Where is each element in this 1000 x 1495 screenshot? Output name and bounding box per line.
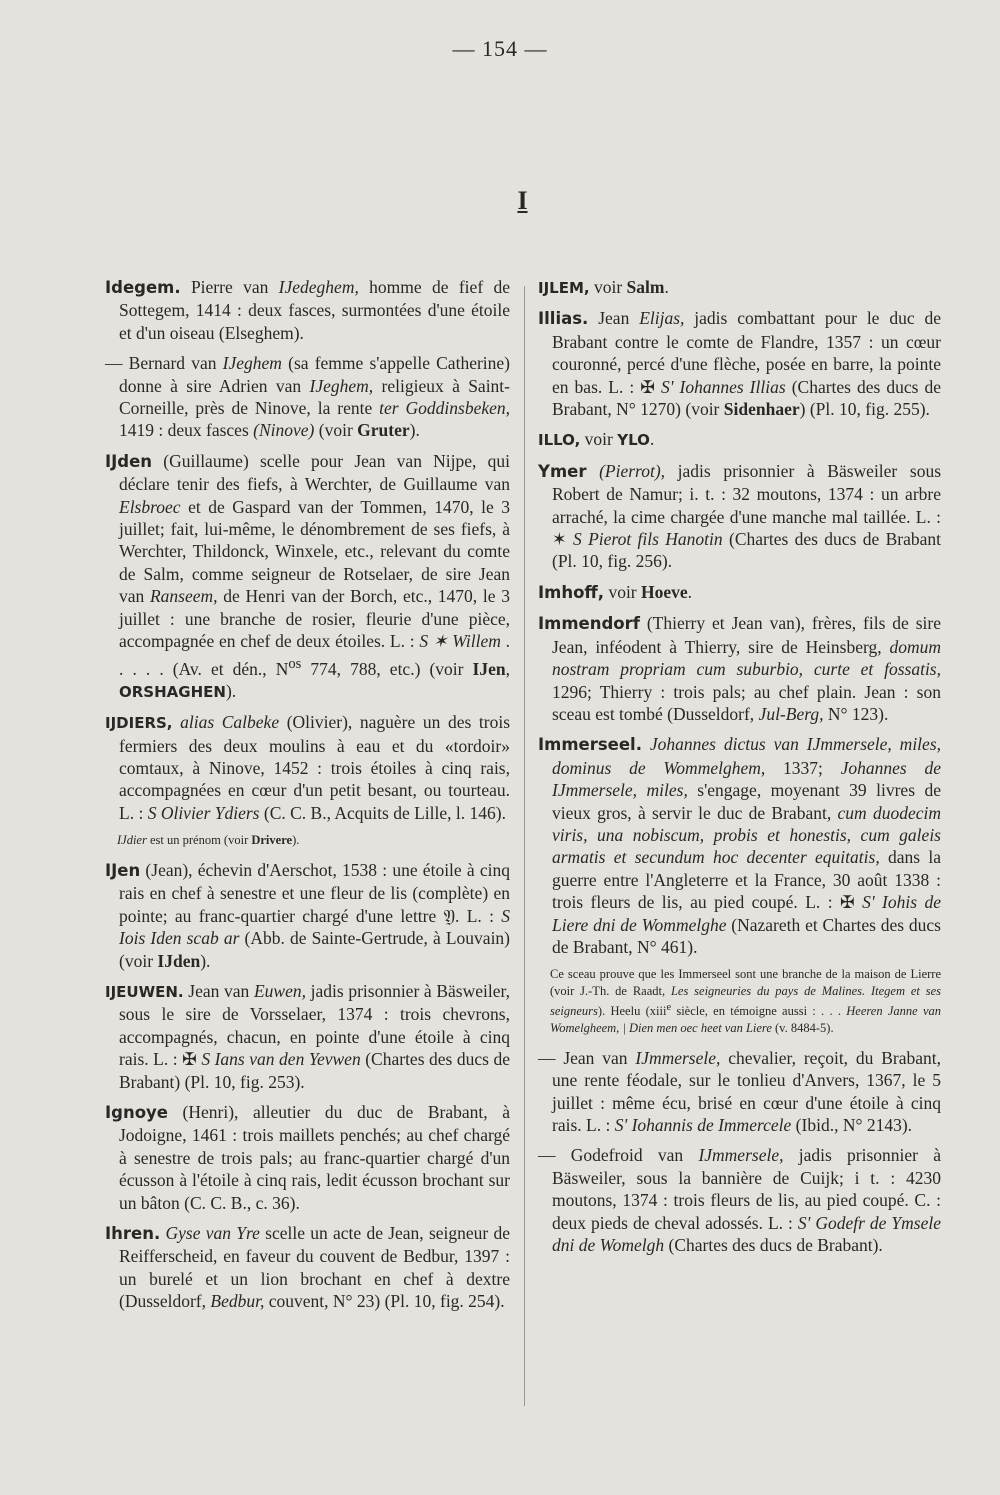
right-column bbox=[538, 276, 941, 1264]
section-letter: I bbox=[517, 186, 528, 215]
entry-idegem: Idegem. Pierre van IJedeghem, homme de fief de Sottegem, 1414 : deux fasces, surmontées d'une étoile et d'un oiseau (Elseghem). bbox=[105, 277, 510, 343]
entry-ijden: IJden (Guillaume) scelle pour Jean van Nijpe, qui déclare tenir des fiefs, à Werchter, de Guillaume van Elsbroec et de Gaspard van der Tommen, 1470, le 3 juillet; fait, lui-même, le dénombrement de ses fiefs, à Werchter, Thildonck, Winxele, etc., relevant du comte de Salm, comme seigneur de Rotselaer, de sire Jean van Ranseem, de Henri van der Borch, etc., 1470, le 3 juillet : une branche de rosier, fleurie d'une pièce, accompagnée en chef de deux étoiles. L. : S ✶ Willem . . . . . (Av. et dén., $N^{os}$ 774, 788, etc.) (voir IJen, ORSHAGHEN). bbox=[105, 450, 510, 701]
left-column bbox=[105, 276, 510, 1321]
entry-imhoff: Imhoff, voir Hoeve. bbox=[538, 581, 693, 602]
footnote: Ce sceau prouve que les Immerseel sont une branche de la maison de Lierre (voir J.-Th. de Raadt, Les seigneuries du pays de Malines. Itegem et ses seigneurs). Heelu (xiii$^e$ siècle, en témoigne aussi : . . . Heeren Janne van Womelgheem, | Dien men oec heet van Liere (v. 8484-5). bbox=[550, 967, 942, 1035]
entry-ijen: IJen (Jean), échevin d'Aerschot, 1538 : une étoile à cinq rais en chef à senestre et une fleur de lis (complète) en pointe; au franc-quartier chargé d'une lettre 𝔜. L. : S Iois Iden scab ar (Abb. de Sainte-Gertrude, à Louvain) (voir IJden). bbox=[105, 859, 511, 971]
entry-immerseel-godefroid: — Godefroid van IJmmersele, jadis prisonnier à Bäsweiler, sous la bannière de Cuijk; i t. : 4230 moutons, 1374 : trois fleurs de lis, au pied coupé. C. : deux pieds de cheval adossés. L. : S' Godefr de Ymsele dni de Womelgh (Chartes des ducs de Brabant). bbox=[538, 1145, 942, 1255]
entry-ihren: Ihren. Gyse van Yre scelle un acte de Jean, seigneur de Reifferscheid, en faveur du couvent de Bedbur, 1397 : un burelé et un lion brochant en chef à dextre (Dusseldorf, Bedbur, couvent, N° 23) (Pl. 10, fig. 254). bbox=[105, 1223, 510, 1312]
column-divider bbox=[524, 286, 525, 1406]
entry-ijlem: IJLEM, voir Salm. bbox=[538, 277, 669, 297]
entry-immerseel-jean: — Jean van IJmmersele, chevalier, reçoit, du Brabant, une rente féodale, sur le tonlieu d'Anvers, 1367, le 5 juillet : même écu, brisé en cœur d'une étoile à cinq rais. L. : S' Iohannis de Immercele (Ibid., N° 2143). bbox=[538, 1047, 941, 1135]
entry-ignoye: Ignoye (Henri), alleutier du duc de Brabant, à Jodoigne, 1461 : trois maillets penchés; au chef chargé à senestre de trois pals; au franc-quartier chargé d'un écusson à l'étoile à cinq rais, ledit écusson brochant sur un bâton (C. C. B., c. 36). bbox=[105, 1102, 510, 1213]
entry-ijdiers: IJDIERS, alias Calbeke (Olivier), naguère un des trois fermiers des deux moulins à eau et du «tordoir» comtaux, à Ninove, 1452 : trois étoiles à cinq rais, accompagnées en cœur d'un petit besant, ou tourteau. L. : S Olivier Ydiers (C. C. B., Acquits de Lille, l. 146). bbox=[105, 712, 511, 823]
entry-illias: Illias. Jean Elijas, jadis combattant pour le duc de Brabant contre le comte de Flandre, 1357 : un cœur couronné, percé d'une flèche, posée en barre, la pointe en bas. L. : ✠ S' Iohannes Illias (Chartes des ducs de Brabant, N° 1270) (voir Sidenhaer) (Pl. 10, fig. 255). bbox=[538, 308, 941, 420]
entry-idegem-bernard: — Bernard van IJeghem (sa femme s'appelle Catherine) donne à sire Adrien van IJeghem, religieux à Saint-Corneille, près de Ninove, la rente ter Goddinsbeken, 1419 : deux fasces (Ninove) (voir Gruter). bbox=[105, 353, 510, 441]
footnote: IJdier est un prénom (voir Drivere). bbox=[117, 833, 300, 848]
entry-ijeuwen: IJEUWEN. Jean van Euwen, jadis prisonnier à Bäsweiler, sous le sire de Vorsselaer, 1374 : trois chevrons, accompagnés, chacun, en pointe d'une étoile à cinq rais. L. : ✠ S Ians van den Yevwen (Chartes des ducs de Brabant) (Pl. 10, fig. 253). bbox=[105, 981, 510, 1092]
entry-immerseel: Immerseel. Johannes dictus van IJmmersele, miles, dominus de Wommelghem, 1337; Johannes de IJmmersele, miles, s'engage, moyenant 39 livres de vieux gros, à servir le duc de Brabant, cum duodecim viris, una nobiscum, probis et honestis, cum galeis armatis et secundum hoc decenter equitatis, dans la guerre entre l'Angleterre et la France, 30 août 1338 : trois fleurs de lis, au pied coupé. L. : ✠ S' Iohis de Liere dni de Wommelghe (Nazareth et Chartes des ducs de Brabant, N° 461). bbox=[538, 734, 942, 957]
entry-immendorf: Immendorf (Thierry et Jean van), frères, fils de sire Jean, inféodent à Thierry, sire de Heinsberg, domum nostram propriam cum suburbio, curte et fossatis, 1296; Thierry : trois pals; au chef plain. Jean : son sceau est tombé (Dusseldorf, Jul-Berg, N° 123). bbox=[538, 613, 941, 724]
entry-illo: ILLO, voir YLO. bbox=[538, 429, 655, 450]
page-number: — 154 — bbox=[452, 36, 548, 61]
entry-ymer: Ymer (Pierrot), jadis prisonnier à Bäsweiler sous Robert de Namur; i. t. : 32 moutons, 1374 : un arbre arraché, la cime chargée d'une manche mal taillée. L. : ✶ S Pierot fils Hanotin (Chartes des ducs de Brabant (Pl. 10, fig. 256). bbox=[538, 460, 942, 572]
